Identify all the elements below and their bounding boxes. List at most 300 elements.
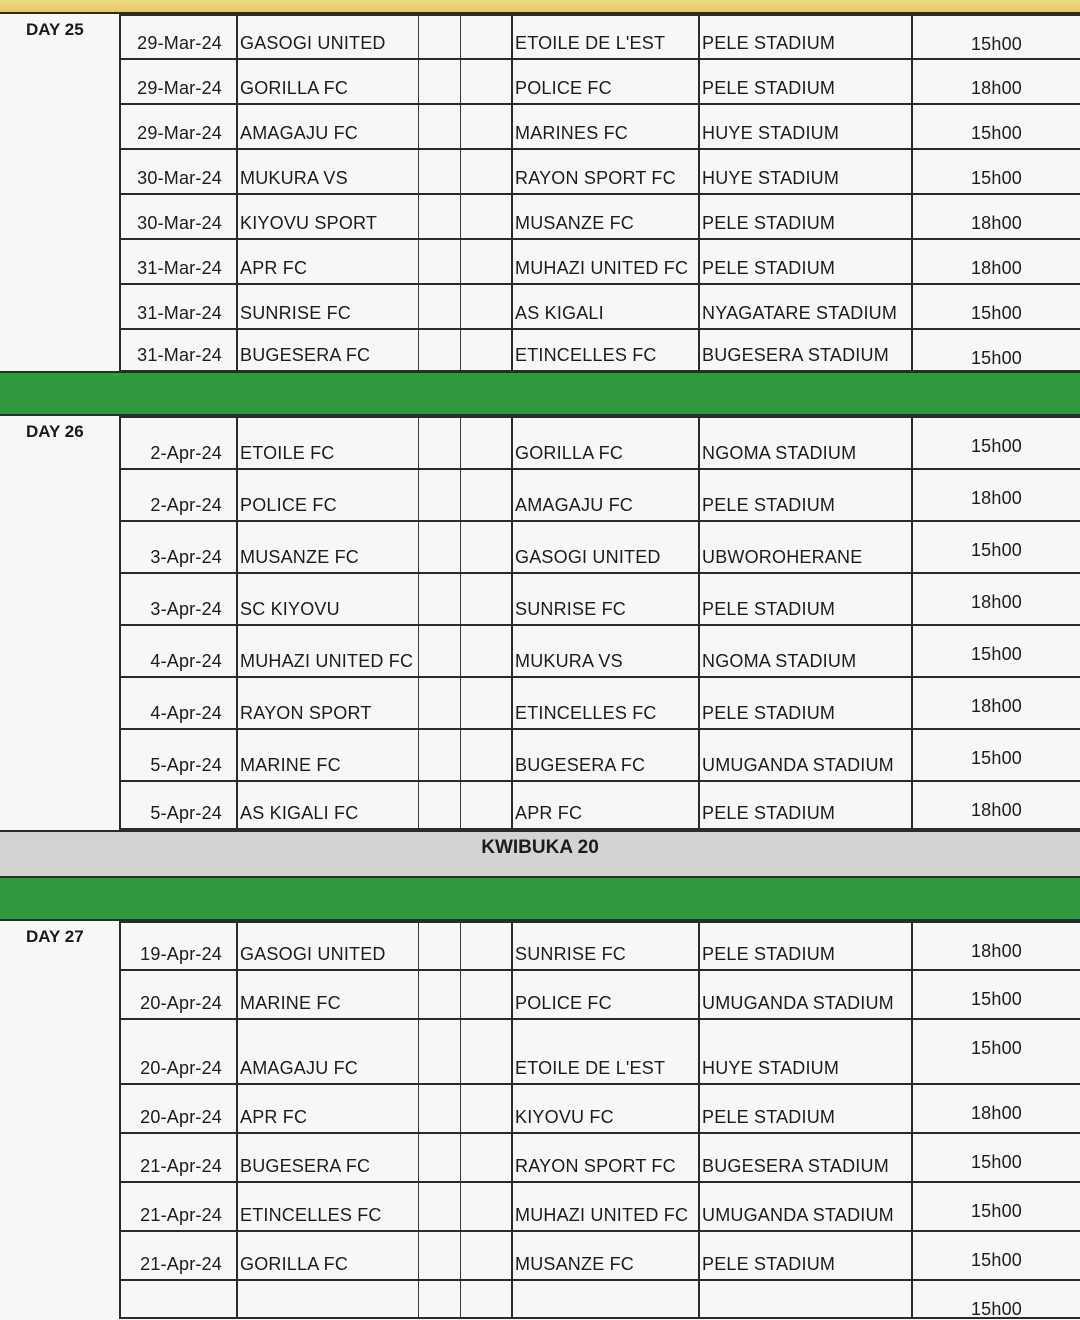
match-venue [702,522,909,572]
blank-cell [464,1183,509,1230]
time-text: 15h00 [970,34,1023,54]
column-divider [418,782,419,828]
match-date [123,1020,234,1083]
time-text: 15h00 [970,303,1023,323]
match-venue [702,1085,909,1132]
column-divider [119,1134,121,1181]
column-divider [698,971,700,1018]
column-divider [911,60,913,103]
match-row [119,520,1080,572]
column-divider [119,195,121,238]
match-away [515,782,696,828]
match-venue [702,418,909,468]
blank-cell [464,105,509,148]
blank-cell [464,195,509,238]
match-date [123,1232,234,1279]
column-divider [418,1020,419,1083]
match-away [515,1183,696,1230]
column-divider [911,1232,913,1279]
column-divider [511,1281,513,1317]
match-venue [702,16,909,58]
column-divider [460,150,461,193]
match-venue [702,782,909,828]
match-venue [702,150,909,193]
column-divider [236,730,238,780]
match-date [123,923,234,969]
match-date [123,971,234,1018]
venue-text: UBWOROHERANE [702,547,863,567]
column-divider [911,150,913,193]
match-row [119,148,1080,193]
column-divider [911,782,913,828]
blank-cell [422,1183,458,1230]
match-home [240,285,416,328]
column-divider [911,730,913,780]
column-divider [418,1183,419,1230]
blank-cell [464,1134,509,1181]
blank-cell [464,574,509,624]
match-away [515,60,696,103]
column-divider [511,1232,513,1279]
blank-cell [464,330,509,370]
match-venue [702,285,909,328]
column-divider [119,1085,121,1132]
date-text: 20-Apr-24 [140,993,222,1013]
column-divider [418,1281,419,1317]
match-row [119,728,1080,780]
blank-cell [422,240,458,283]
match-date [123,285,234,328]
blank-cell [464,418,509,468]
column-divider [418,330,419,370]
away-text: MARINES FC [515,123,629,143]
venue-text: PELE STADIUM [702,1107,836,1127]
column-divider [418,470,419,520]
column-divider [460,470,461,520]
column-divider [698,330,700,370]
match-time [915,626,1078,676]
match-venue [702,923,909,969]
column-divider [119,730,121,780]
blank-cell [422,418,458,468]
match-time [915,923,1078,969]
column-divider [119,1281,121,1317]
home-text: SC KIYOVU [240,599,340,619]
match-time [915,1134,1078,1181]
column-divider [236,1085,238,1132]
day-label: DAY 26 [26,422,84,441]
match-date [123,1085,234,1132]
column-divider [698,678,700,728]
away-text: MUSANZE FC [515,1254,634,1274]
match-time [915,470,1078,520]
column-divider [119,626,121,676]
match-time [915,16,1078,58]
match-home [240,195,416,238]
column-divider [460,16,461,58]
blank-cell [464,1232,509,1279]
match-venue [702,1134,909,1181]
column-divider [460,1085,461,1132]
column-divider [698,626,700,676]
venue-text: HUYE STADIUM [702,123,840,143]
venue-text: HUYE STADIUM [702,1058,840,1078]
column-divider [460,1232,461,1279]
column-divider [119,330,121,370]
match-time [915,105,1078,148]
home-text: MUKURA VS [240,168,348,188]
match-date [123,240,234,283]
column-divider [460,418,461,468]
blank-cell [464,730,509,780]
venue-text: BUGESERA STADIUM [702,1156,889,1176]
match-date [123,1281,234,1317]
match-venue [702,1232,909,1279]
column-divider [911,240,913,283]
match-row [119,1132,1080,1181]
match-row [119,921,1080,969]
venue-text: UMUGANDA STADIUM [702,993,894,1013]
match-date [123,626,234,676]
home-text: MARINE FC [240,993,341,1013]
column-divider [236,470,238,520]
blank-cell [422,60,458,103]
column-divider [698,195,700,238]
home-text: MUSANZE FC [240,547,359,567]
time-text: 18h00 [970,941,1023,961]
match-home [240,522,416,572]
column-divider [119,418,121,468]
column-divider [698,105,700,148]
column-divider [418,626,419,676]
time-text: 15h00 [970,1038,1023,1058]
column-divider [119,1020,121,1083]
date-text: 30-Mar-24 [137,213,222,233]
column-divider [236,150,238,193]
date-text: 4-Apr-24 [150,703,222,723]
blank-cell [422,1020,458,1083]
column-divider [911,1085,913,1132]
away-text: GORILLA FC [515,443,624,463]
match-time [915,195,1078,238]
column-divider [698,574,700,624]
match-venue [702,971,909,1018]
match-home [240,330,416,370]
home-text: GORILLA FC [240,78,349,98]
header-strip [0,0,1080,14]
column-divider [460,678,461,728]
away-text: GASOGI UNITED [515,547,661,567]
blank-cell [464,60,509,103]
blank-cell [422,1232,458,1279]
home-text: GASOGI UNITED [240,33,386,53]
time-text: 18h00 [970,696,1023,716]
blank-cell [422,150,458,193]
home-text: APR FC [240,1107,308,1127]
match-row [119,328,1080,372]
time-text: 18h00 [970,78,1023,98]
away-text: MUHAZI UNITED FC [515,258,689,278]
column-divider [511,105,513,148]
column-divider [511,1134,513,1181]
column-divider [460,730,461,780]
column-divider [236,1020,238,1083]
blank-cell [422,1134,458,1181]
match-date [123,195,234,238]
venue-text: UMUGANDA STADIUM [702,1205,894,1225]
column-divider [236,105,238,148]
column-divider [698,1183,700,1230]
blank-cell [464,1281,509,1317]
column-divider [911,522,913,572]
date-text: 29-Mar-24 [137,33,222,53]
match-home [240,971,416,1018]
blank-cell [422,626,458,676]
column-divider [511,16,513,58]
home-text: AMAGAJU FC [240,1058,359,1078]
match-away [515,923,696,969]
away-text: MUKURA VS [515,651,623,671]
column-divider [460,1281,461,1317]
match-home [240,1134,416,1181]
venue-text: PELE STADIUM [702,78,836,98]
match-home [240,60,416,103]
column-divider [698,418,700,468]
time-text: 18h00 [970,592,1023,612]
match-time [915,1085,1078,1132]
column-divider [236,1134,238,1181]
match-home [240,1183,416,1230]
day-label: DAY 25 [26,20,84,39]
match-row [119,1279,1080,1319]
away-text: RAYON SPORT FC [515,1156,676,1176]
match-venue [702,1281,909,1317]
time-text: 18h00 [970,213,1023,233]
blank-cell [464,285,509,328]
column-divider [418,971,419,1018]
match-home [240,923,416,969]
column-divider [119,240,121,283]
away-text: AS KIGALI [515,303,604,323]
column-divider [511,522,513,572]
column-divider [418,678,419,728]
match-row [119,58,1080,103]
home-text: BUGESERA FC [240,345,371,365]
date-text: 20-Apr-24 [140,1058,222,1078]
match-date [123,522,234,572]
match-date [123,678,234,728]
match-home [240,470,416,520]
home-text: GASOGI UNITED [240,944,386,964]
match-time [915,730,1078,780]
match-row [119,1181,1080,1230]
date-text: 4-Apr-24 [150,651,222,671]
column-divider [911,16,913,58]
time-text: 15h00 [970,1250,1023,1270]
match-away [515,971,696,1018]
home-text: GORILLA FC [240,1254,349,1274]
column-divider [236,522,238,572]
column-divider [511,1085,513,1132]
time-text: 15h00 [970,436,1023,456]
column-divider [698,470,700,520]
match-time [915,418,1078,468]
column-divider [911,626,913,676]
match-date [123,1134,234,1181]
column-divider [119,574,121,624]
away-text: ETINCELLES FC [515,345,657,365]
match-away [515,626,696,676]
away-text: BUGESERA FC [515,755,646,775]
day-section-27 [0,921,1080,1319]
match-home [240,240,416,283]
column-divider [236,418,238,468]
blank-cell [464,782,509,828]
venue-text: PELE STADIUM [702,599,836,619]
blank-cell [422,923,458,969]
column-divider [911,1134,913,1181]
column-divider [511,60,513,103]
match-row [119,1230,1080,1279]
column-divider [698,730,700,780]
match-home [240,418,416,468]
match-venue [702,626,909,676]
match-row [119,283,1080,328]
match-home [240,1085,416,1132]
column-divider [460,626,461,676]
match-away [515,1134,696,1181]
match-venue [702,330,909,370]
column-divider [236,285,238,328]
match-time [915,240,1078,283]
match-venue [702,240,909,283]
column-divider [119,150,121,193]
match-date [123,60,234,103]
column-divider [511,240,513,283]
column-divider [236,240,238,283]
away-text: POLICE FC [515,993,612,1013]
match-venue [702,1020,909,1083]
venue-text: HUYE STADIUM [702,168,840,188]
column-divider [119,16,121,58]
match-time [915,1183,1078,1230]
away-text: POLICE FC [515,78,612,98]
column-divider [460,330,461,370]
match-row [119,676,1080,728]
time-text: 15h00 [970,1152,1023,1172]
match-time [915,1232,1078,1279]
column-divider [698,150,700,193]
home-text: MARINE FC [240,755,341,775]
column-divider [418,1232,419,1279]
column-divider [418,105,419,148]
venue-text: PELE STADIUM [702,213,836,233]
match-venue [702,105,909,148]
blank-cell [422,1281,458,1317]
time-text: 18h00 [970,1103,1023,1123]
date-text: 2-Apr-24 [150,443,222,463]
column-divider [911,923,913,969]
column-divider [460,1020,461,1083]
day-section-26 [0,416,1080,830]
column-divider [511,730,513,780]
blank-cell [464,923,509,969]
match-time [915,150,1078,193]
match-away [515,285,696,328]
blank-cell [464,971,509,1018]
venue-text: PELE STADIUM [702,703,836,723]
match-away [515,150,696,193]
match-venue [702,678,909,728]
column-divider [698,285,700,328]
column-divider [511,1183,513,1230]
venue-text: BUGESERA STADIUM [702,345,889,365]
match-date [123,418,234,468]
match-away [515,730,696,780]
time-text: 18h00 [970,800,1023,820]
time-text: 15h00 [970,748,1023,768]
column-divider [698,923,700,969]
column-divider [119,105,121,148]
column-divider [460,522,461,572]
blank-cell [422,105,458,148]
match-date [123,150,234,193]
home-text: AMAGAJU FC [240,123,359,143]
away-text: ETOILE DE L'EST [515,1058,666,1078]
column-divider [460,971,461,1018]
column-divider [911,1183,913,1230]
away-text: KIYOVU FC [515,1107,614,1127]
blank-cell [422,522,458,572]
column-divider [460,240,461,283]
away-text: ETINCELLES FC [515,703,657,723]
venue-text: PELE STADIUM [702,1254,836,1274]
away-text: SUNRISE FC [515,599,627,619]
match-time [915,285,1078,328]
date-text: 3-Apr-24 [150,599,222,619]
time-text: 15h00 [970,1201,1023,1221]
match-away [515,330,696,370]
break-banner [0,830,1080,876]
column-divider [460,195,461,238]
column-divider [511,782,513,828]
match-venue [702,574,909,624]
blank-cell [422,16,458,58]
column-divider [418,240,419,283]
day-separator-band [0,371,1080,416]
match-time [915,1281,1078,1317]
date-text: 31-Mar-24 [137,303,222,323]
match-home [240,574,416,624]
away-text: ETOILE DE L'EST [515,33,666,53]
blank-cell [464,16,509,58]
blank-cell [422,574,458,624]
column-divider [119,1232,121,1279]
date-text: 20-Apr-24 [140,1107,222,1127]
column-divider [236,1232,238,1279]
match-time [915,522,1078,572]
blank-cell [422,971,458,1018]
column-divider [698,60,700,103]
blank-cell [464,1085,509,1132]
column-divider [911,574,913,624]
home-text: ETOILE FC [240,443,335,463]
venue-text: PELE STADIUM [702,944,836,964]
match-home [240,1020,416,1083]
column-divider [511,150,513,193]
column-divider [460,285,461,328]
home-text: SUNRISE FC [240,303,352,323]
